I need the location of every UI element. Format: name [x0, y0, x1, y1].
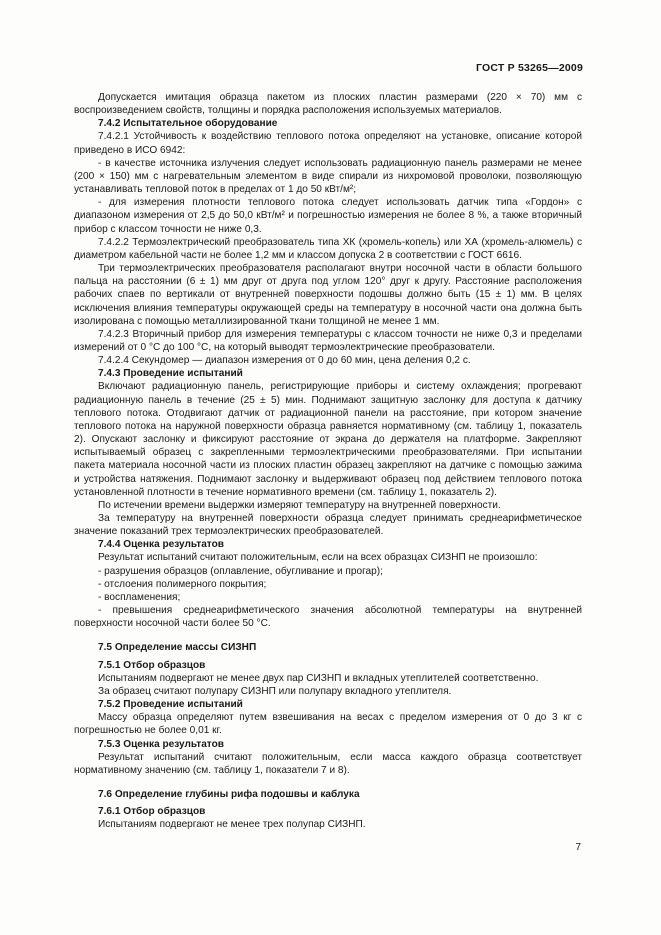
body-paragraph: Допускается имитация образца пакетом из плоских пластин размерами (220 × 70) мм с воспроизведением свойств, толщины и порядка расположения используемых материалов.	[74, 92, 582, 117]
body-paragraph: За образец считают полупару СИЗНП или полупару вкладного утеплителя.	[98, 685, 452, 697]
body-paragraph: Включают радиационную панель, регистрирующие приборы и систему охлаждения; прогревают радиационную панель в течение (25 ± 5) мин. Поднимают защитную заслонку для доступа к датчику теплового потока. Отодвигают датчик от радиационной панели на расстояние, при котором значение теплового потока на наружной поверхности образца равняется нормативному (см. таблицу 1, показатель 2). Опускают заслонку и фиксируют расстояние от экрана до держателя на платформе. Закрепляют испытываемый образец с закрепленными термоэлектрическими преобразователями. При испытании пакета материала носочной части из плоских пластин образец закрепляют на датчике с помощью зажима и устройства натяжения. Поднимают заслонку и выдерживают образец под действием теплового потока установленной плотности в течение нормативного времени (см. таблицу 1, показатель 2).	[74, 381, 582, 498]
body-paragraph: - воспламенения;	[98, 591, 181, 603]
section-heading: 7.5 Определение массы СИЗНП	[98, 642, 257, 654]
body-paragraph: Результат испытаний считают положительным, если на всех образцах СИЗНП не произошло:	[98, 552, 538, 564]
subsection-heading: 7.4.3 Проведение испытаний	[98, 368, 243, 380]
body-paragraph: Результат испытаний считают положительным, если масса каждого образца соответствует нормативному значению (см. таблицу 1, показатели 7 и 8).	[74, 751, 582, 776]
document-standard-header: ГОСТ Р 53265—2009	[475, 62, 583, 74]
body-paragraph: 7.4.2.3 Вторичный прибор для измерения температуры с классом точности не ниже 0,3 и пределами измерений от 0 °С до 100 °С, на который выводят термоэлектрические преобразователи.	[74, 328, 582, 353]
subsection-heading: 7.4.4 Оценка результатов	[98, 539, 224, 551]
body-paragraph: - в качестве источника излучения следует использовать радиационную панель размерами не менее (200 × 150) мм с нагревательным элементом в виде спирали из нихромовой проволоки, позволяющую устанавливать тепловой поток в пределах от 1 до 50 кВт/м²;	[74, 157, 582, 196]
document-body	[74, 91, 582, 831]
body-paragraph: Испытаниям подвергают не менее двух пар СИЗНП и вкладных утеплителей соответственно.	[98, 672, 539, 684]
subsection-heading: 7.5.3 Оценка результатов	[98, 738, 224, 750]
body-paragraph: Испытаниям подвергают не менее трех полупар СИЗНП.	[98, 819, 366, 831]
body-paragraph: По истечении времени выдержки измеряют температуру на внутренней поверхности.	[98, 499, 501, 511]
body-paragraph: 7.4.2.4 Секундомер — диапазон измерения от 0 до 60 мин, цена деления 0,2 с.	[98, 355, 471, 367]
body-paragraph: Три термоэлектрических преобразователя располагают внутри носочной части в области большого пальца на расстоянии (6 ± 1) мм друг от друга под углом 120° друг к другу. Расстояние расположения рабочих спаев по вертикали от внутренней поверхности подошвы должно быть (15 ± 1) мм. В целях исключения влияния температуры окружающей среды на температуру в носочной части она должна быть изолирована с помощью металлизированной ткани толщиной не менее 1 мм.	[74, 263, 582, 327]
body-paragraph: 7.4.2.2 Термоэлектрический преобразователь типа ХК (хромель-копель) или ХА (хромель-алюмель) с диаметром кабельной части не более 1,2 мм и классом допуска 2 в соответствии с ГОСТ 6616.	[74, 236, 582, 261]
subsection-heading: 7.5.1 Отбор образцов	[98, 659, 206, 671]
body-paragraph: - отслоения полимерного покрытия;	[98, 578, 267, 590]
subsection-heading: 7.5.2 Проведение испытаний	[98, 699, 243, 711]
section-heading: 7.6 Определение глубины рифа подошвы и каблука	[98, 788, 360, 800]
body-paragraph: Массу образца определяют путем взвешивания на весах с пределом измерения от 0 до 3 кг с погрешностью не более 0,01 кг.	[74, 712, 582, 737]
subsection-heading: 7.4.2 Испытательное оборудование	[98, 118, 278, 130]
page-number: 7	[575, 842, 581, 853]
body-paragraph: - разрушения образцов (оплавление, обугливание и прогар);	[98, 565, 383, 577]
body-paragraph: За температуру на внутренней поверхности образца следует принимать среднеарифметическое значение показаний трех термоэлектрических преобразователей.	[74, 513, 582, 538]
body-paragraph: - превышения среднеарифметического значения абсолютной температуры на внутренней поверхности носочной части более 50 °С.	[74, 605, 582, 630]
body-paragraph: - для измерения плотности теплового потока следует использовать датчик типа «Гордон» с диапазоном измерения от 2,5 до 50,0 кВт/м² и погрешностью измерения не более 8 %, а также вторичный прибор с классом точности не ниже 0,3.	[74, 197, 582, 235]
body-paragraph: 7.4.2.1 Устойчивость к воздействию теплового потока определяют на установке, описание которой приведено в ИСО 6942:	[74, 131, 582, 156]
subsection-heading: 7.6.1 Отбор образцов	[98, 806, 206, 818]
